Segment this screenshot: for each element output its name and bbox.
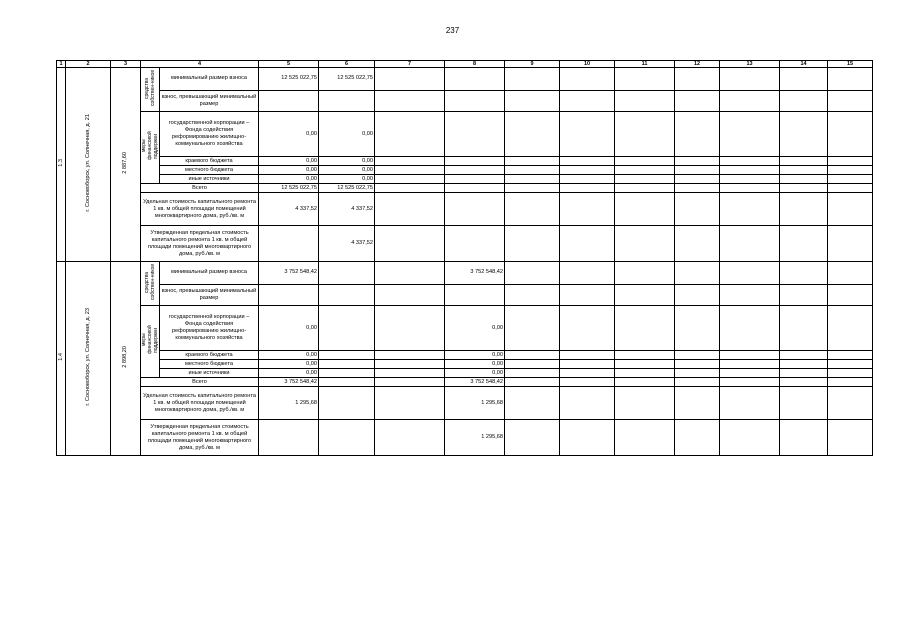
empty-cell	[720, 284, 780, 305]
empty-cell	[615, 193, 675, 226]
empty-cell	[675, 226, 720, 262]
empty-cell	[505, 112, 560, 157]
empty-cell	[720, 157, 780, 166]
value-cell: 0,00	[259, 306, 319, 351]
source-label: минимальный размер взноса	[160, 68, 259, 91]
header-row	[57, 61, 873, 68]
empty-cell	[828, 369, 873, 378]
empty-cell	[615, 68, 675, 91]
table-row	[57, 226, 873, 262]
empty-cell	[720, 112, 780, 157]
table-row	[57, 387, 873, 420]
empty-cell	[780, 284, 828, 305]
empty-cell	[615, 175, 675, 184]
value-cell	[445, 157, 505, 166]
value-cell	[375, 226, 445, 262]
empty-cell	[615, 387, 675, 420]
empty-cell	[828, 166, 873, 175]
empty-cell	[720, 193, 780, 226]
empty-cell	[780, 68, 828, 91]
empty-cell	[675, 369, 720, 378]
value-cell	[375, 157, 445, 166]
vertical-text: 1.3	[57, 159, 64, 167]
value-cell	[375, 378, 445, 387]
vertical-text: 1.4	[57, 353, 64, 361]
value-cell: 0,00	[319, 157, 375, 166]
source-label: взнос, превышающий минимальный размер	[160, 284, 259, 305]
value-cell: 0,00	[445, 351, 505, 360]
empty-cell	[828, 284, 873, 305]
empty-cell	[780, 166, 828, 175]
financial-support-label	[141, 306, 160, 378]
empty-cell	[505, 306, 560, 351]
value-cell: 4 337,52	[319, 226, 375, 262]
empty-cell	[828, 90, 873, 111]
value-cell	[445, 68, 505, 91]
value-cell: 0,00	[259, 351, 319, 360]
empty-cell	[780, 175, 828, 184]
empty-cell	[828, 184, 873, 193]
empty-cell	[505, 175, 560, 184]
empty-cell	[780, 420, 828, 456]
source-label: краевого бюджета	[160, 157, 259, 166]
source-label: взнос, превышающий минимальный размер	[160, 90, 259, 111]
empty-cell	[720, 166, 780, 175]
row-number	[57, 68, 66, 262]
empty-cell	[780, 157, 828, 166]
empty-cell	[505, 68, 560, 91]
table-row	[57, 112, 873, 157]
header-cell: 12	[675, 61, 720, 68]
empty-cell	[720, 351, 780, 360]
empty-cell	[675, 68, 720, 91]
empty-cell	[720, 420, 780, 456]
value-cell	[375, 175, 445, 184]
value-cell	[259, 226, 319, 262]
empty-cell	[505, 420, 560, 456]
table-row	[57, 193, 873, 226]
value-cell	[375, 351, 445, 360]
table-row	[57, 262, 873, 285]
empty-cell	[675, 157, 720, 166]
empty-cell	[780, 378, 828, 387]
empty-cell	[828, 68, 873, 91]
empty-cell	[560, 420, 615, 456]
empty-cell	[615, 378, 675, 387]
empty-cell	[615, 226, 675, 262]
cost-label: Удельная стоимость капитального ремонта 1 кв. м общей площади помещений многоквартирного дома, руб./кв. м	[141, 193, 259, 226]
empty-cell	[780, 360, 828, 369]
empty-cell	[828, 193, 873, 226]
value-cell: 0,00	[445, 369, 505, 378]
empty-cell	[560, 112, 615, 157]
vertical-text: средства собствен-ников	[144, 70, 156, 106]
table-row	[57, 166, 873, 175]
capital-repair-table	[56, 60, 873, 456]
empty-cell	[828, 387, 873, 420]
own-funds-label	[141, 68, 160, 112]
source-label: иные источники	[160, 175, 259, 184]
total-area	[111, 68, 141, 262]
value-cell	[445, 226, 505, 262]
table-row	[57, 284, 873, 305]
value-cell: 0,00	[259, 112, 319, 157]
value-cell	[319, 360, 375, 369]
empty-cell	[828, 262, 873, 285]
empty-cell	[675, 90, 720, 111]
cost-label: Утвержденная предельная стоимость капитального ремонта 1 кв. м общей площади помещений многоквартирного дома, руб./кв. м	[141, 420, 259, 456]
value-cell	[319, 420, 375, 456]
table-row	[57, 360, 873, 369]
table-row	[57, 175, 873, 184]
value-cell	[319, 284, 375, 305]
empty-cell	[560, 387, 615, 420]
value-cell	[319, 306, 375, 351]
empty-cell	[828, 157, 873, 166]
empty-cell	[828, 360, 873, 369]
empty-cell	[780, 226, 828, 262]
value-cell: 0,00	[259, 369, 319, 378]
cost-label: Удельная стоимость капитального ремонта 1 кв. м общей площади помещений многоквартирного дома, руб./кв. м	[141, 387, 259, 420]
value-cell: 0,00	[445, 306, 505, 351]
value-cell: 0,00	[259, 360, 319, 369]
cost-label: Утвержденная предельная стоимость капитального ремонта 1 кв. м общей площади помещений многоквартирного дома, руб./кв. м	[141, 226, 259, 262]
value-cell	[259, 284, 319, 305]
empty-cell	[675, 378, 720, 387]
empty-cell	[560, 306, 615, 351]
empty-cell	[505, 378, 560, 387]
value-cell	[319, 369, 375, 378]
empty-cell	[675, 262, 720, 285]
value-cell: 4 337,52	[259, 193, 319, 226]
empty-cell	[560, 378, 615, 387]
empty-cell	[780, 351, 828, 360]
value-cell	[319, 378, 375, 387]
source-label: государственной корпорации – Фонда содействия реформированию жилищно-коммунального хозяйства	[160, 306, 259, 351]
empty-cell	[560, 184, 615, 193]
empty-cell	[615, 360, 675, 369]
header-cell: 8	[445, 61, 505, 68]
value-cell: 1 295,68	[445, 420, 505, 456]
own-funds-label	[141, 262, 160, 306]
empty-cell	[615, 184, 675, 193]
value-cell: 1 295,68	[259, 387, 319, 420]
empty-cell	[560, 369, 615, 378]
source-label: Всего	[141, 378, 259, 387]
value-cell	[375, 387, 445, 420]
table-row	[57, 184, 873, 193]
empty-cell	[828, 112, 873, 157]
empty-cell	[675, 306, 720, 351]
value-cell	[319, 262, 375, 285]
value-cell	[375, 284, 445, 305]
empty-cell	[505, 387, 560, 420]
header-cell: 2	[66, 61, 111, 68]
value-cell	[445, 184, 505, 193]
header-cell: 5	[259, 61, 319, 68]
empty-cell	[720, 387, 780, 420]
source-label: местного бюджета	[160, 360, 259, 369]
empty-cell	[505, 90, 560, 111]
empty-cell	[615, 90, 675, 111]
empty-cell	[505, 262, 560, 285]
empty-cell	[615, 262, 675, 285]
value-cell: 12 525 022,75	[259, 68, 319, 91]
empty-cell	[615, 420, 675, 456]
value-cell: 0,00	[259, 166, 319, 175]
header-cell: 14	[780, 61, 828, 68]
page-number: 237	[445, 26, 460, 35]
empty-cell	[720, 306, 780, 351]
empty-cell	[675, 112, 720, 157]
value-cell: 1 295,68	[445, 387, 505, 420]
empty-cell	[505, 360, 560, 369]
table-row	[57, 420, 873, 456]
value-cell	[375, 262, 445, 285]
empty-cell	[828, 306, 873, 351]
value-cell	[375, 360, 445, 369]
empty-cell	[505, 157, 560, 166]
empty-cell	[780, 387, 828, 420]
value-cell	[375, 193, 445, 226]
value-cell: 3 752 548,42	[259, 378, 319, 387]
value-cell: 3 752 548,42	[259, 262, 319, 285]
value-cell: 12 525 022,75	[319, 68, 375, 91]
empty-cell	[560, 193, 615, 226]
value-cell	[375, 306, 445, 351]
address	[66, 68, 111, 262]
vertical-text: меры финансовой поддержки	[141, 325, 159, 355]
vertical-text: меры финансовой поддержки	[141, 131, 159, 161]
source-label: Всего	[141, 184, 259, 193]
value-cell	[319, 90, 375, 111]
value-cell	[319, 387, 375, 420]
empty-cell	[720, 184, 780, 193]
value-cell	[375, 68, 445, 91]
empty-cell	[675, 351, 720, 360]
table-row	[57, 351, 873, 360]
table-row	[57, 369, 873, 378]
empty-cell	[780, 112, 828, 157]
header-cell: 3	[111, 61, 141, 68]
empty-cell	[675, 420, 720, 456]
header-cell: 10	[560, 61, 615, 68]
value-cell	[375, 112, 445, 157]
empty-cell	[615, 351, 675, 360]
empty-cell	[828, 351, 873, 360]
value-cell: 0,00	[319, 112, 375, 157]
empty-cell	[505, 284, 560, 305]
total-area	[111, 262, 141, 456]
empty-cell	[780, 193, 828, 226]
value-cell	[259, 90, 319, 111]
value-cell	[259, 420, 319, 456]
empty-cell	[675, 360, 720, 369]
value-cell: 3 752 548,42	[445, 378, 505, 387]
empty-cell	[675, 175, 720, 184]
financial-support-label	[141, 112, 160, 184]
value-cell	[445, 175, 505, 184]
header-cell: 13	[720, 61, 780, 68]
empty-cell	[720, 90, 780, 111]
empty-cell	[560, 68, 615, 91]
value-cell: 12 525 022,75	[319, 184, 375, 193]
value-cell: 0,00	[259, 175, 319, 184]
value-cell	[445, 193, 505, 226]
empty-cell	[615, 306, 675, 351]
empty-cell	[560, 226, 615, 262]
value-cell	[445, 112, 505, 157]
empty-cell	[720, 360, 780, 369]
value-cell	[375, 90, 445, 111]
empty-cell	[780, 369, 828, 378]
empty-cell	[560, 166, 615, 175]
value-cell: 4 337,52	[319, 193, 375, 226]
value-cell	[375, 166, 445, 175]
header-cell: 7	[375, 61, 445, 68]
empty-cell	[780, 306, 828, 351]
vertical-text: средства собствен-ников	[144, 264, 156, 300]
empty-cell	[780, 262, 828, 285]
empty-cell	[560, 262, 615, 285]
empty-cell	[675, 387, 720, 420]
header-cell: 11	[615, 61, 675, 68]
vertical-text: г. Сосновоборск, ул. Солнечная, д. 21	[84, 114, 91, 212]
empty-cell	[615, 157, 675, 166]
empty-cell	[560, 90, 615, 111]
value-cell	[319, 351, 375, 360]
source-label: минимальный размер взноса	[160, 262, 259, 285]
value-cell: 0,00	[259, 157, 319, 166]
source-label: иные источники	[160, 369, 259, 378]
empty-cell	[615, 369, 675, 378]
empty-cell	[828, 175, 873, 184]
value-cell	[445, 90, 505, 111]
empty-cell	[505, 226, 560, 262]
header-cell: 9	[505, 61, 560, 68]
empty-cell	[560, 175, 615, 184]
empty-cell	[560, 157, 615, 166]
empty-cell	[505, 193, 560, 226]
table-row	[57, 378, 873, 387]
value-cell: 3 752 548,42	[445, 262, 505, 285]
empty-cell	[505, 184, 560, 193]
address	[66, 262, 111, 456]
empty-cell	[720, 175, 780, 184]
table-row	[57, 68, 873, 91]
empty-cell	[828, 420, 873, 456]
empty-cell	[720, 68, 780, 91]
empty-cell	[780, 184, 828, 193]
header-cell: 15	[828, 61, 873, 68]
value-cell	[445, 166, 505, 175]
value-cell: 0,00	[445, 360, 505, 369]
empty-cell	[615, 166, 675, 175]
row-number	[57, 262, 66, 456]
empty-cell	[505, 166, 560, 175]
empty-cell	[828, 226, 873, 262]
header-cell: 1	[57, 61, 66, 68]
empty-cell	[780, 90, 828, 111]
empty-cell	[615, 112, 675, 157]
empty-cell	[505, 351, 560, 360]
empty-cell	[615, 284, 675, 305]
empty-cell	[675, 166, 720, 175]
value-cell	[445, 284, 505, 305]
source-label: государственной корпорации – Фонда содействия реформированию жилищно-коммунального хозяйства	[160, 112, 259, 157]
empty-cell	[560, 284, 615, 305]
value-cell	[375, 369, 445, 378]
vertical-text: 2 898,20	[122, 346, 128, 368]
value-cell	[375, 184, 445, 193]
table-row	[57, 90, 873, 111]
empty-cell	[505, 369, 560, 378]
header-cell: 6	[319, 61, 375, 68]
value-cell: 0,00	[319, 166, 375, 175]
header-cell: 4	[141, 61, 259, 68]
empty-cell	[720, 378, 780, 387]
table-row	[57, 306, 873, 351]
empty-cell	[828, 378, 873, 387]
value-cell: 0,00	[319, 175, 375, 184]
empty-cell	[675, 184, 720, 193]
empty-cell	[560, 360, 615, 369]
empty-cell	[675, 284, 720, 305]
empty-cell	[720, 226, 780, 262]
table-row	[57, 157, 873, 166]
empty-cell	[720, 369, 780, 378]
empty-cell	[675, 193, 720, 226]
empty-cell	[720, 262, 780, 285]
value-cell: 12 525 022,75	[259, 184, 319, 193]
source-label: краевого бюджета	[160, 351, 259, 360]
empty-cell	[560, 351, 615, 360]
vertical-text: 2 887,60	[122, 152, 128, 174]
vertical-text: г. Сосновоборск, ул. Солнечная, д. 23	[84, 308, 91, 406]
source-label: местного бюджета	[160, 166, 259, 175]
value-cell	[375, 420, 445, 456]
